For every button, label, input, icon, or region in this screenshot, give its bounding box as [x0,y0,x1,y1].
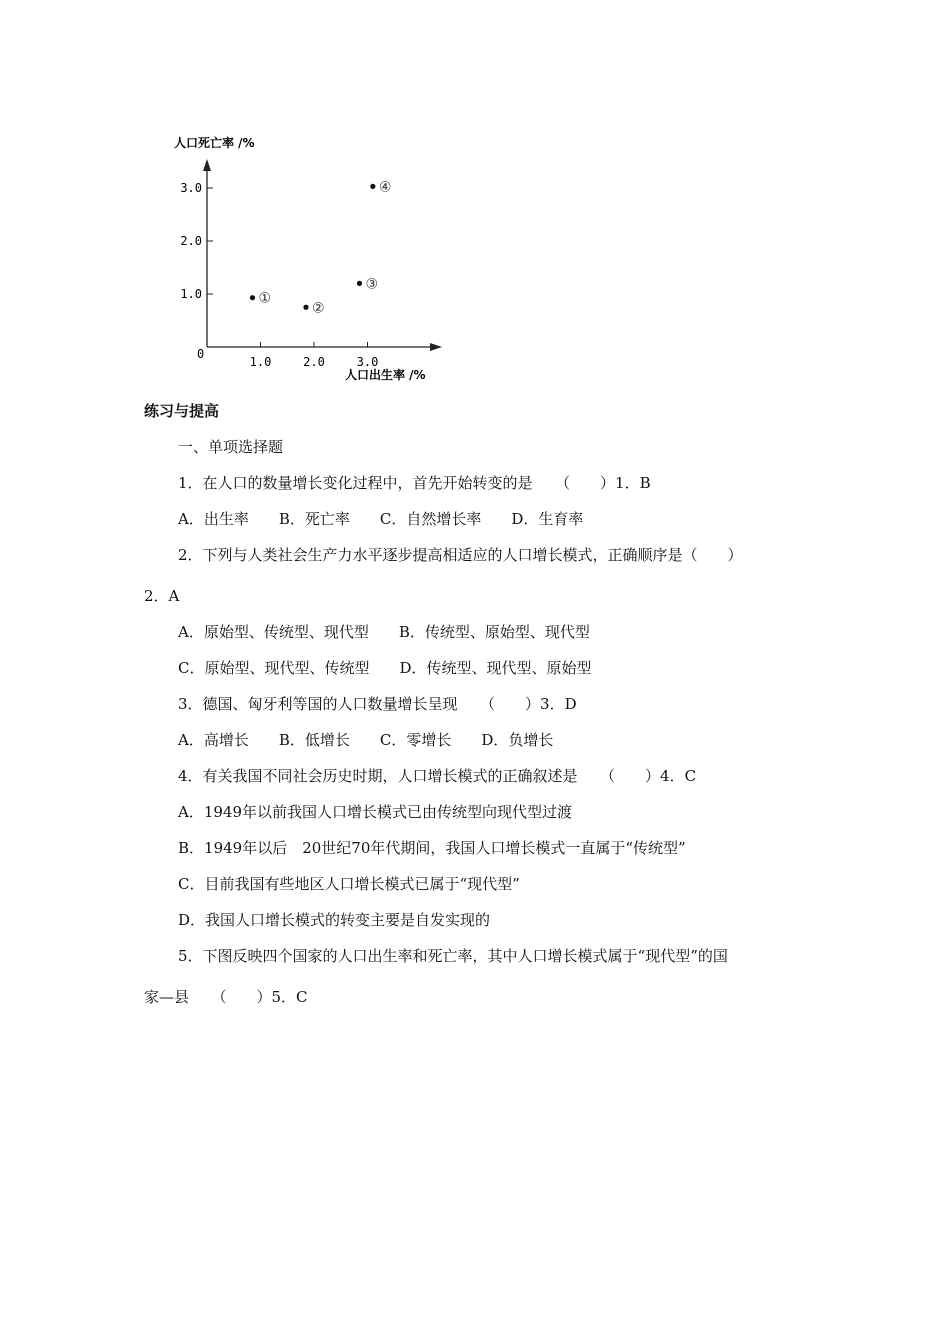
x-axis-title: 人口出生率 /% [345,368,426,382]
y-tick-label: 2.0 [180,234,202,248]
question-4-option-c: C．目前我国有些地区人口增长模式已属于“现代型” [178,875,520,893]
question-4-option-b: B．1949年以后 20世纪70年代期间，我国人口增长模式一直属于“传统型” [178,839,686,857]
question-1-options: A．出生率 B．死亡率 C．自然增长率 D．生育率 [178,510,584,528]
section-subheading: 一、单项选择题 [178,438,284,456]
section-heading: 练习与提高 [144,402,220,420]
data-point [357,281,362,286]
question-2-options-cd: C．原始型、现代型、传统型 D．传统型、现代型、原始型 [178,659,592,677]
x-axis-arrow [430,343,442,351]
question-4-stem: 4．有关我国不同社会历史时期，人口增长模式的正确叙述是 （ ）4．C [178,767,697,785]
y-axis-title: 人口死亡率 /% [174,136,255,150]
question-3-options: A．高增长 B．低增长 C．零增长 D．负增长 [178,731,554,749]
x-tick-label: 3.0 [356,355,379,369]
birth-death-rate-scatter-chart [160,125,460,387]
data-point [370,184,375,189]
data-point-label: ④ [378,179,392,196]
x-tick-label: 2.0 [303,355,325,369]
question-2-stem: 2．下列与人类社会生产力水平逐步提高相适应的人口增长模式，正确顺序是（ ） [178,546,743,564]
y-tick-label: 3.0 [180,181,202,195]
question-2-answer: 2．A [144,587,180,605]
question-2-options-ab: A．原始型、传统型、现代型 B．传统型、原始型、现代型 [178,623,590,641]
x-tick-label: 1.0 [249,355,272,369]
question-5-stem-continued: 家—县 （ ）5．C [144,988,308,1006]
question-4-option-a: A．1949年以前我国人口增长模式已由传统型向现代型过渡 [178,803,573,821]
y-axis-arrow [203,159,211,171]
data-point-label: ② [311,300,325,317]
data-point-label: ③ [365,276,379,293]
data-point [250,295,255,300]
data-point-label: ① [258,290,272,307]
question-1-stem: 1．在人口的数量增长变化过程中，首先开始转变的是 （ ）1．B [178,474,651,492]
data-point [303,305,308,310]
y-tick-label: 1.0 [180,287,202,301]
question-3-stem: 3．德国、匈牙利等国的人口数量增长呈现 （ ）3．D [178,695,577,713]
origin-label: 0 [197,347,205,361]
question-4-option-d: D．我国人口增长模式的转变主要是自发实现的 [178,911,491,929]
question-5-stem: 5．下图反映四个国家的人口出生率和死亡率，其中人口增长模式属于“现代型”的国 [178,947,728,965]
